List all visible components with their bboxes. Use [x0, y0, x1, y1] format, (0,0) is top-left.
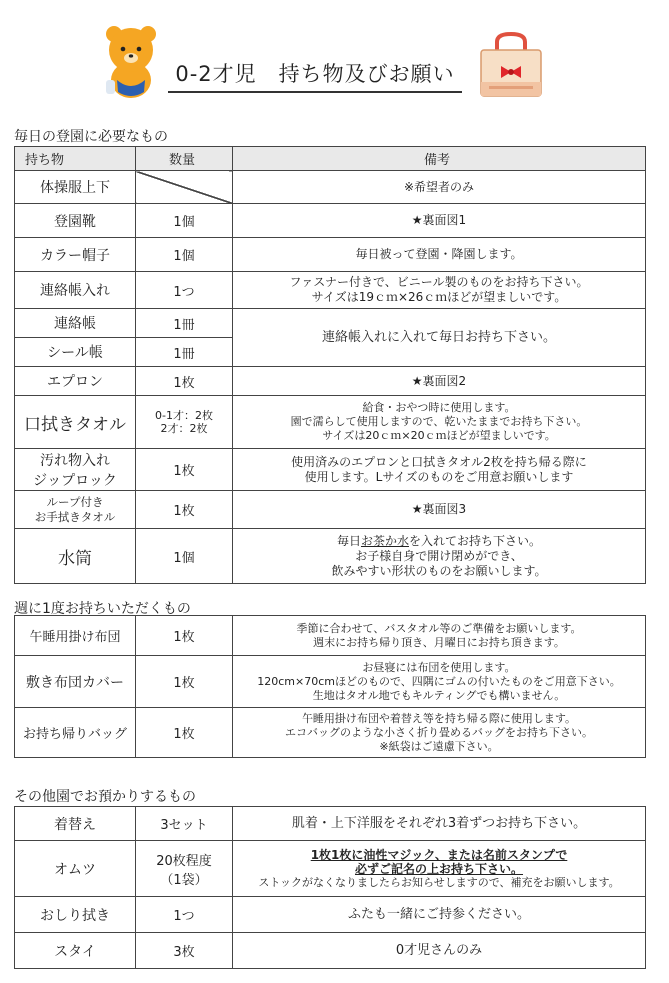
table-row: [15, 309, 646, 338]
item-name: 体操服上下: [15, 171, 136, 204]
item-name: シール帳: [15, 338, 136, 367]
bear-mascot-icon: [100, 22, 162, 102]
item-note: 毎日被って登園・降園します。: [233, 238, 646, 272]
table-row: [15, 272, 646, 309]
item-name: 連絡帳入れ: [15, 272, 136, 309]
item-note: ★裏面図1: [233, 204, 646, 238]
table-row: [15, 529, 646, 584]
item-qty: 0-1才：2枚 2才：2枚: [136, 396, 233, 449]
item-name: おしり拭き: [15, 897, 136, 933]
table-row: [15, 841, 646, 897]
table-row: [15, 449, 646, 491]
daily-items-table: [14, 146, 646, 584]
table-row: [15, 367, 646, 396]
qty-empty-cell: [136, 171, 233, 204]
item-qty: 3枚: [136, 933, 233, 969]
item-qty: 1個: [136, 529, 233, 584]
item-qty: 1枚: [136, 708, 233, 758]
item-qty: 1冊: [136, 309, 233, 338]
table-row: [15, 396, 646, 449]
item-note: 午睡用掛け布団や着替え等を持ち帰る際に使用します。 エコバッグのような小さく折り畳めるバッグをお持ち下さい。 ※紙袋はご遠慮下さい。: [233, 708, 646, 758]
item-qty: 1個: [136, 204, 233, 238]
table-row: [15, 238, 646, 272]
item-note: ★裏面図2: [233, 367, 646, 396]
table-row: [15, 807, 646, 841]
item-name: スタイ: [15, 933, 136, 969]
item-qty: 1枚: [136, 656, 233, 708]
column-header-notes: 備考: [233, 147, 646, 171]
table-row: [15, 616, 646, 656]
item-qty: 1枚: [136, 367, 233, 396]
item-name: お持ち帰りバッグ: [15, 708, 136, 758]
table-row: [15, 708, 646, 758]
item-qty: 1つ: [136, 897, 233, 933]
item-name: 登園靴: [15, 204, 136, 238]
item-qty: 1冊: [136, 338, 233, 367]
table-row: [15, 656, 646, 708]
item-name: 着替え: [15, 807, 136, 841]
item-qty: 1枚: [136, 491, 233, 529]
item-note: 使用済みのエプロンと口拭きタオル2枚を持ち帰る際に 使用します。Lサイズのものをご用意お願いします: [233, 449, 646, 491]
column-header-item: 持ち物: [15, 147, 136, 171]
item-name: 水筒: [15, 529, 136, 584]
item-note: 毎日お茶か水を入れてお持ち下さい。 お子様自身で開け閉めができ、 飲みやすい形状のものをお願いします。: [233, 529, 646, 584]
page-header: [0, 0, 669, 110]
table-header-row: [15, 147, 646, 171]
item-note: 肌着・上下洋服をそれぞれ3着ずつお持ち下さい。: [233, 807, 646, 841]
item-note: ※希望者のみ: [233, 171, 646, 204]
item-qty: 20枚程度 （1袋）: [136, 841, 233, 897]
item-qty: 3セット: [136, 807, 233, 841]
table-row: [15, 491, 646, 529]
item-name: オムツ: [15, 841, 136, 897]
item-note: 0才児さんのみ: [233, 933, 646, 969]
page-title: 0-2才児 持ち物及びお願い: [168, 58, 462, 93]
weekly-items-table: [14, 615, 646, 758]
item-note: 1枚1枚に油性マジック、または名前スタンプで 必ずご記名の上お持ち下さい。 ストックがなくなりましたらお知らせしますので、補充をお願いします。: [233, 841, 646, 897]
item-note: ふたも一緒にご持参ください。: [233, 897, 646, 933]
item-qty: 1つ: [136, 272, 233, 309]
item-name: ループ付き お手拭きタオル: [15, 491, 136, 529]
item-note: 給食・おやつ時に使用します。 園で濡らして使用しますので、乾いたままでお持ち下さい。 サイズは20ｃｍ×20ｃｍほどが望ましいです。: [233, 396, 646, 449]
table-row: [15, 897, 646, 933]
item-name: 口拭きタオル: [15, 396, 136, 449]
item-name: 連絡帳: [15, 309, 136, 338]
item-note: 連絡帳入れに入れて毎日お持ち下さい。: [233, 309, 646, 367]
item-name: 敷き布団カバー: [15, 656, 136, 708]
section2-heading: 週に1度お持ちいただくもの: [14, 601, 191, 617]
item-qty: 1枚: [136, 449, 233, 491]
item-name: 汚れ物入れ ジップロック: [15, 449, 136, 491]
table-row: [15, 171, 646, 204]
item-qty: 1枚: [136, 616, 233, 656]
item-qty: 1個: [136, 238, 233, 272]
item-name: 午睡用掛け布団: [15, 616, 136, 656]
tote-bag-icon: [475, 30, 547, 98]
item-note: お昼寝には布団を使用します。 120cm×70cmほどのもので、四隅にゴムの付いたものをご用意下さい。 生地はタオル地でもキルティングでも構いません。: [233, 656, 646, 708]
item-note: 季節に合わせて、バスタオル等のご準備をお願いします。 週末にお持ち帰り頂き、月曜日にお持ち頂きます。: [233, 616, 646, 656]
table-row: [15, 204, 646, 238]
item-name: カラー帽子: [15, 238, 136, 272]
item-note: ファスナー付きで、ビニール製のものをお持ち下さい。 サイズは19ｃｍ×26ｃｍほどが望ましいです。: [233, 272, 646, 309]
item-name: エプロン: [15, 367, 136, 396]
column-header-qty: 数量: [136, 147, 233, 171]
item-note: ★裏面図3: [233, 491, 646, 529]
section3-heading: その他園でお預かりするもの: [14, 789, 196, 805]
other-items-table: [14, 806, 646, 969]
table-row: [15, 933, 646, 969]
section1-heading: 毎日の登園に必要なもの: [14, 129, 168, 145]
